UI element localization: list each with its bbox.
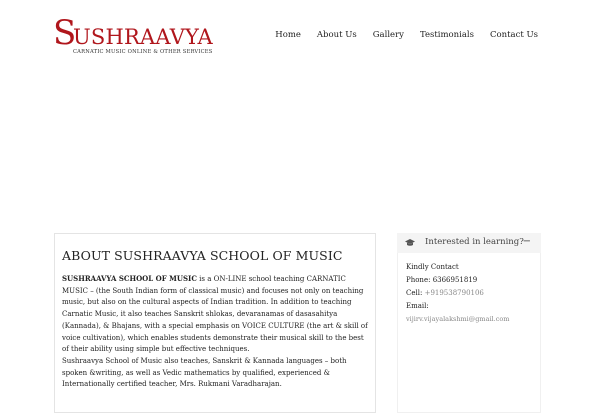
graduation-cap-icon (405, 238, 415, 248)
about-paragraph-1-text: is a ON-LINE school teaching CARNATIC MUSIC – (the South Indian form of classical music) and focuses not only on teaching music, but also on the cultural aspects of Indian tradition. In addition to teaching Carnatic Music, it also teaches Sanskrit shlokas, devaranamas of dasasahitya (Kannada), & Bhajans, with a special emphasis on VOICE CULTURE (the art & skill of voice cultivation), which enables students demonstrate their musical skill to the best of their ability using simple but effective techniques. (62, 275, 368, 354)
about-paragraph-2: Sushraavya School of Music also teaches, Sanskrit & Kannada languages – both spoken &writing, as well as Vedic mathematics by qualified, experienced & Internationally certified teacher, Mrs. Rukmani Varadharajan. (62, 356, 347, 389)
logo-initial: S (53, 13, 77, 53)
email-label: Email: (406, 302, 429, 310)
cell-link[interactable]: +919538790106 (424, 289, 484, 297)
about-section (54, 233, 376, 413)
site-header (0, 0, 600, 75)
cell-line (406, 287, 532, 300)
site-logo[interactable] (53, 13, 213, 60)
main-nav (267, 30, 546, 40)
nav-contact-us[interactable]: Contact Us (490, 30, 538, 40)
school-name: SUSHRAAVYA SCHOOL OF MUSIC (62, 274, 197, 283)
logo-wordmark: USHRAAVYA (73, 25, 213, 49)
contact-widget-title: Interested in learning? (425, 237, 524, 247)
phone-line (406, 274, 532, 287)
phone-value: 6366951819 (432, 276, 478, 284)
contact-widget-body (397, 253, 541, 413)
logo-tagline: CARNATIC MUSIC ONLINE & OTHER SERVICES (73, 49, 213, 55)
nav-about-us[interactable]: About Us (316, 30, 357, 40)
about-heading: ABOUT SUSHRAAVYA SCHOOL OF MUSIC (62, 248, 343, 263)
cell-label: Cell: (406, 289, 423, 297)
nav-gallery[interactable]: Gallery (372, 30, 404, 40)
nav-home[interactable]: Home (275, 30, 301, 40)
nav-testimonials[interactable]: Testimonials (419, 30, 475, 40)
contact-widget (397, 233, 541, 413)
kindly-contact-text: Kindly Contact (406, 263, 459, 271)
about-paragraph-1 (62, 273, 369, 356)
phone-label: Phone: (406, 276, 431, 284)
collapse-icon[interactable]: − (522, 236, 531, 247)
contact-widget-header[interactable] (397, 233, 541, 253)
email-link[interactable]: vijirv.vijayalakshmi@gmail.com (406, 315, 510, 323)
